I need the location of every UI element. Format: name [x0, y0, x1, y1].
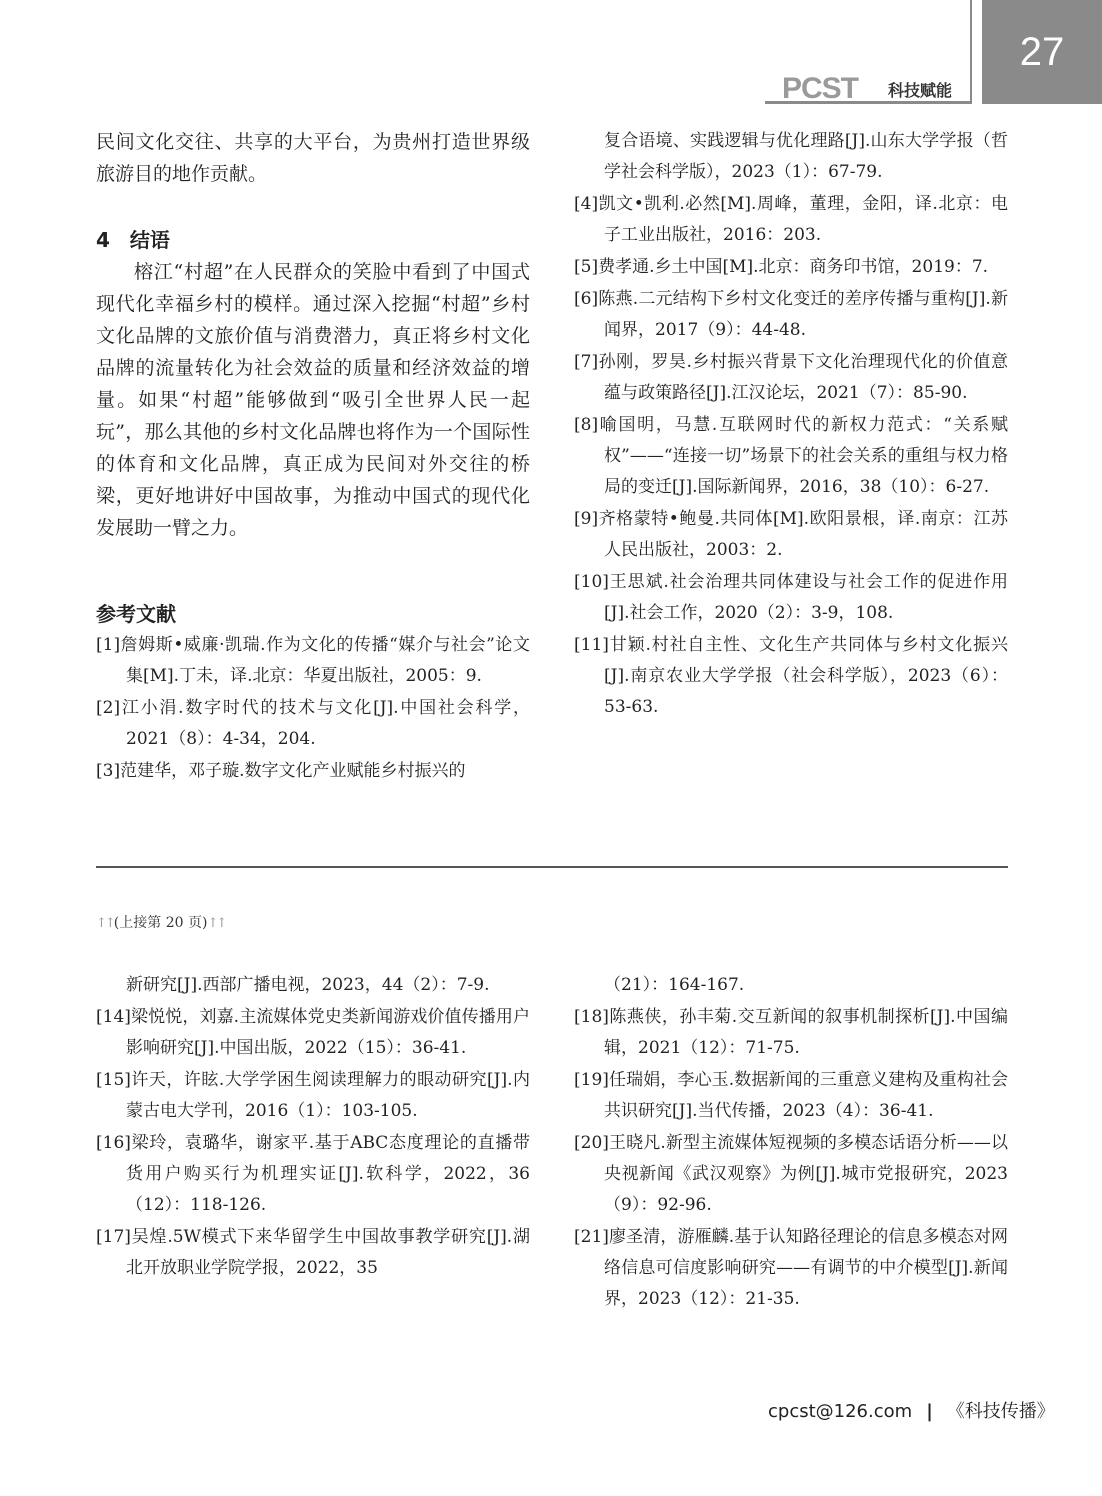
page-footer [768, 1397, 1055, 1423]
journal-logo: PCST [782, 72, 859, 105]
reference-item: [19]任瑞娟，李心玉.数据新闻的三重意义建构及重构社会共识研究[J].当代传播，2023（4）：36-41. [574, 1070, 1008, 1121]
footer-journal: 《科技传播》 [946, 1401, 1055, 1422]
bottom-left-column [96, 970, 530, 1285]
reference-item: [10]王思斌.社会治理共同体建设与社会工作的促进作用[J].社会工作，2020（2）：3-9，108. [574, 572, 1008, 623]
header-divider [970, 0, 972, 104]
reference-item: [3]范建华，邓子璇.数字文化产业赋能乡村振兴的 [96, 761, 466, 781]
bottom-right-column [574, 970, 1008, 1316]
reference-item: 复合语境、实践逻辑与优化理路[J].山东大学学报（哲学社会科学版），2023（1）：67-79. [604, 131, 1008, 182]
top-right-column [574, 126, 1008, 724]
section-divider [96, 866, 1008, 868]
reference-item: 新研究[J].西部广播电视，2023，44（2）：7-9. [126, 975, 490, 995]
reference-item: [15]许天，许眩.大学学困生阅读理解力的眼动研究[J].内蒙古电大学刊，2016（1）：103-105. [96, 1070, 530, 1121]
reference-item: [11]甘颖.村社自主性、文化生产共同体与乡村文化振兴[J].南京农业大学学报（社会科学版），2023（6）：53-63. [574, 635, 1008, 717]
continuation-text: (上接第 20 页) [113, 915, 208, 931]
references-heading: 参考文献 [96, 602, 176, 626]
arrow-up-icon: ↑↑ [207, 916, 226, 931]
reference-item: [7]孙刚，罗昊.乡村振兴背景下文化治理现代化的价值意蕴与政策路径[J].江汉论坛，2021（7）：85-90. [574, 352, 1008, 403]
reference-item: [18]陈燕侠，孙丰菊.交互新闻的叙事机制探析[J].中国编辑，2021（12）：71-75. [574, 1007, 1008, 1058]
reference-item: [2]江小涓.数字时代的技术与文化[J].中国社会科学，2021（8）：4-34，204. [96, 698, 530, 749]
reference-item: [20]王晓凡.新型主流媒体短视频的多模态话语分析——以央视新闻《武汉观察》为例[J].城市党报研究，2023（9）：92-96. [574, 1133, 1008, 1215]
footer-email: cpcst@126.com [768, 1401, 913, 1422]
continuation-note [96, 912, 225, 932]
reference-item: [5]费孝通.乡土中国[M].北京：商务印书馆，2019：7. [574, 257, 989, 277]
reference-item: [21]廖圣清，游雁麟.基于认知路径理论的信息多模态对网络信息可信度影响研究——有调节的中介模型[J].新闻界，2023（12）：21-35. [574, 1227, 1008, 1309]
top-left-column [96, 126, 530, 788]
arrow-up-icon: ↑↑ [96, 916, 114, 931]
section-heading: 4 结语 [96, 228, 170, 252]
reference-item: [4]凯文•凯利.必然[M].周峰，董理，金阳，译.北京：电子工业出版社，2016：203. [574, 194, 1008, 245]
footer-separator: | [926, 1401, 933, 1422]
reference-item: [14]梁悦悦，刘嘉.主流媒体党史类新闻游戏价值传播用户影响研究[J].中国出版，2022（15）：36-41. [96, 1007, 530, 1058]
reference-item: [9]齐格蒙特•鲍曼.共同体[M].欧阳景根，译.南京：江苏人民出版社，2003：2. [574, 509, 1008, 560]
reference-item: [8]喻国明，马慧.互联网时代的新权力范式：“关系赋权”——“连接一切”场景下的社会关系的重组与权力格局的变迁[J].国际新闻界，2016，38（10）：6-27. [574, 415, 1008, 497]
page-number: 27 [982, 0, 1102, 104]
paragraph-continuation: 民间文化交往、共享的大平台，为贵州打造世界级旅游目的地作贡献。 [96, 131, 530, 185]
reference-item: [6]陈燕.二元结构下乡村文化变迁的差序传播与重构[J].新闻界，2017（9）：44-48. [574, 289, 1008, 340]
reference-item: [17]吴煌.5W模式下来华留学生中国故事教学研究[J].湖北开放职业学院学报，2022，35 [96, 1227, 530, 1278]
reference-item: [1]詹姆斯•威廉·凯瑞.作为文化的传播“媒介与社会”论文集[M].丁未，译.北京：华夏出版社，2005：9. [96, 635, 530, 686]
section-label: 科技赋能 [888, 81, 953, 100]
reference-item: [16]梁玲，袁璐华，谢家平.基于ABC态度理论的直播带货用户购买行为机理实证[J].软科学，2022，36（12）：118-126. [96, 1133, 530, 1215]
reference-item: （21）：164-167. [604, 975, 745, 995]
conclusion-paragraph: 榕江“村超”在人民群众的笑脸中看到了中国式现代化幸福乡村的模样。通过深入挖掘“村超”乡村文化品牌的文旅价值与消费潜力，真正将乡村文化品牌的流量转化为社会效益的质量和经济效益的增量。如果“村超”能够做到“吸引全世界人民一起玩”，那么其他的乡村文化品牌也将作为一个国际性的体育和文化品牌，真正成为民间对外交往的桥梁，更好地讲好中国故事，为推动中国式的现代化发展助一臂之力。 [96, 261, 530, 539]
reference-list [96, 630, 530, 787]
